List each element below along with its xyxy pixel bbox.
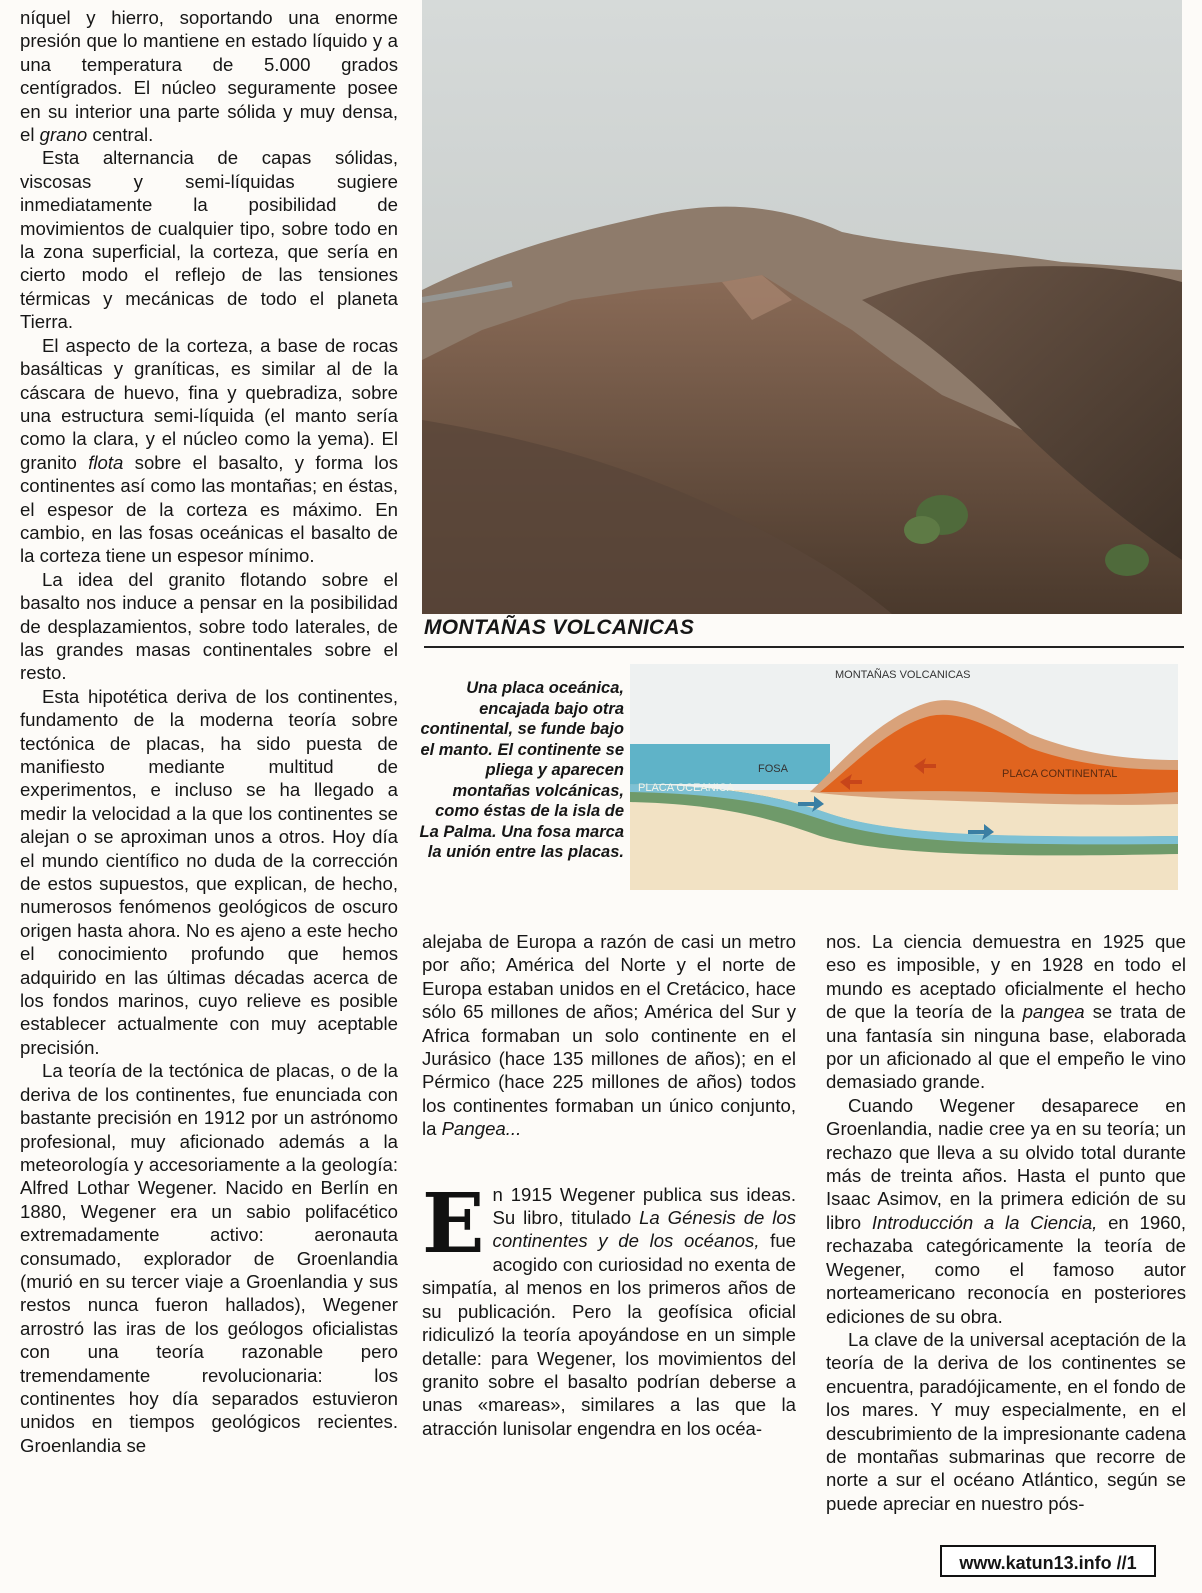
text-span: alejaba de Europa a razón de casi un metro por año; América del Norte y el norte de Europa estaban unidos en el Cretácico, hace sólo 65 millones de años; América del Sur y Africa formaban un solo continente en el Jurásico (hace 135 millones de años); en el Pérmico (hace 225 millones de años) todos los continentes formaban un único conjunto, la	[422, 931, 796, 1140]
right-text-column	[826, 930, 1186, 1515]
italic-text: La Génesis de los continentes y de los océanos,	[492, 1207, 797, 1252]
text-span: El aspecto de la corteza, a base de rocas basálticas y graníticas, es similar al de la cáscara de huevo, fina y quebradiza, sobre una estructura semi-líquida (el manto sería como la clara, y el núcleo como la yema). El granito	[20, 334, 398, 473]
landscape-illustration	[422, 0, 1182, 614]
paragraph	[826, 1094, 1186, 1328]
drop-cap: E	[422, 1175, 485, 1272]
italic-text: grano	[39, 124, 88, 146]
text-span: sobre el basalto, y forma los continentes así como las montañas; en éstas, el espesor de la corteza es máximo. En cambio, en las fosas oceánicas el basalto de la corteza tiene un espesor mínimo.	[20, 451, 398, 567]
text-span: fue acogido con curiosidad no exenta de simpatía, al menos en los primeros años de su publicación. Pero la geofísica oficial ridiculizó la teoría apoyándose en un simple detalle: para Wegener, los movimientos del granito sobre el basalto podrían deberse a unas «mareas», similares a las que la atracción lunisolar engendra en los océa-	[422, 1230, 796, 1439]
italic-text: Introducción a la Ciencia,	[871, 1211, 1098, 1233]
text-span: níquel y hierro, soportando una enorme presión que lo mantiene en estado líquido y a una temperatura de 5.000 grados centígrados. El núcleo seguramente posee en su interior una parte sólida y muy densa, el	[20, 7, 398, 146]
paragraph	[422, 1175, 797, 1440]
paragraph	[20, 334, 398, 568]
paragraph	[20, 6, 398, 146]
paragraph	[422, 930, 796, 1141]
text-span: se trata de una fantasía sin ninguna base, elaborada por un aficionado al que el empeño le vino demasiado grande.	[826, 1001, 1186, 1093]
middle-text-column	[422, 930, 796, 1440]
italic-text: pangea	[1022, 1001, 1085, 1023]
dropcap-paragraph	[422, 1175, 797, 1440]
text-span: Cuando Wegener desaparece en Groenlandia, nadie cree ya en su teoría; un rechazo que lleva a su olvido total durante más de treinta años. Hasta el punto que Isaac Asimov, en la primera edición de su libro	[826, 1094, 1186, 1233]
figure-title: MONTAÑAS VOLCANICAS	[424, 616, 1184, 648]
paragraph: Esta hipotética deriva de los continentes, fundamento de la moderna teoría sobre tectónica de placas, ha sido puesta de manifiesto mediante multitud de experimentos, e incluso se ha llegado a medir la velocidad a la que los continentes se alejan o se aproximan unos a otros. Hoy día el mundo científico no duda de la corrección de estos supuestos, que explican, de hecho, numerosos fenómenos geológicos de oscuro origen hasta ahora. No es ajeno a este hecho el conocimiento profundo que hemos adquirido en las últimas décadas acerca de los fondos marinos, cuyo relieve es posible establecer actualmente con muy aceptable precisión.	[20, 685, 398, 1058]
paragraph: La clave de la universal aceptación de la teoría de la deriva de los continentes se encuentra, paradójicamente, en el fondo de los mares. Y muy especialmente, en el descubrimiento de la impresionante cadena de montañas submarinas que recorre de norte a sur el océano Atlántico, según se puede apreciar en nuestro pós-	[826, 1328, 1186, 1514]
source-url: www.katun13.info //1	[940, 1545, 1156, 1577]
diagram-svg	[630, 664, 1178, 890]
label-oceanic-plate: PLACA OCEANICA	[638, 782, 734, 794]
label-mountains: MONTAÑAS VOLCANICAS	[835, 669, 971, 681]
sea	[630, 744, 830, 784]
text-span: n 1915 Wegener publica sus ideas. Su libro, titulado	[492, 1183, 796, 1229]
italic-text: flota	[88, 451, 124, 473]
figure-caption: Una placa oceánica, encajada bajo otra continental, se funde bajo el manto. El continente se pliega y aparecen montañas volcánicas, como éstas de la isla de La Palma. Una fosa marca la unión entre las placas.	[419, 679, 624, 861]
label-trench: FOSA	[758, 763, 788, 775]
volcanic-mountains-photo	[422, 0, 1182, 614]
left-text-column	[20, 6, 398, 1457]
italic-text: Pangea...	[441, 1118, 522, 1140]
paragraph: La teoría de la tectónica de placas, o de la deriva de los continentes, fue enunciada con bastante precisión en 1912 por un astrónomo profesional, muy aficionado además a la meteorología y accesoriamente a la geología: Alfred Lothar Wegener. Nacido en Berlín en 1880, Wegener era un sabio polifacético extremadamente activo: aeronauta consumado, explorador de Groenlandia (murió en su tercer viaje a Groenlandia y sus restos nunca fueron hallados), Wegener arrostró las iras de los geólogos oficialistas con una teoría razonable pero tremendamente revolucionaria: los continentes hoy día separados estuvieron unidos en tiempos geológicos recientes. Groenlandia se	[20, 1060, 398, 1456]
text-span: central.	[87, 124, 154, 146]
plate-tectonics-diagram	[630, 664, 1178, 890]
paragraph	[826, 930, 1186, 1094]
label-continental-plate: PLACA CONTINENTAL	[1002, 768, 1118, 780]
paragraph: Esta alternancia de capas sólidas, viscosas y semi-líquidas sugiere inmediatamente la posibilidad de movimientos de cualquier tipo, sobre todo en la zona superficial, la corteza, que sería en cierto modo el reflejo de las tensiones térmicas y mecánicas de todo el planeta Tierra.	[20, 147, 398, 333]
text-span: en 1960, rechazaba categóricamente la teoría de Wegener, como el famoso autor norteamericano reconocía en posteriores ediciones de su obra.	[826, 1211, 1187, 1327]
text-span: nos. La ciencia demuestra en 1925 que eso es imposible, y en 1928 en todo el mundo es aceptado oficialmente el hecho de que la teoría de la	[826, 931, 1186, 1023]
paragraph: La idea del granito flotando sobre el basalto nos induce a pensar en la posibilidad de desplazamientos, sobre todo laterales, de las grandes masas continentales sobre el resto.	[20, 568, 398, 684]
